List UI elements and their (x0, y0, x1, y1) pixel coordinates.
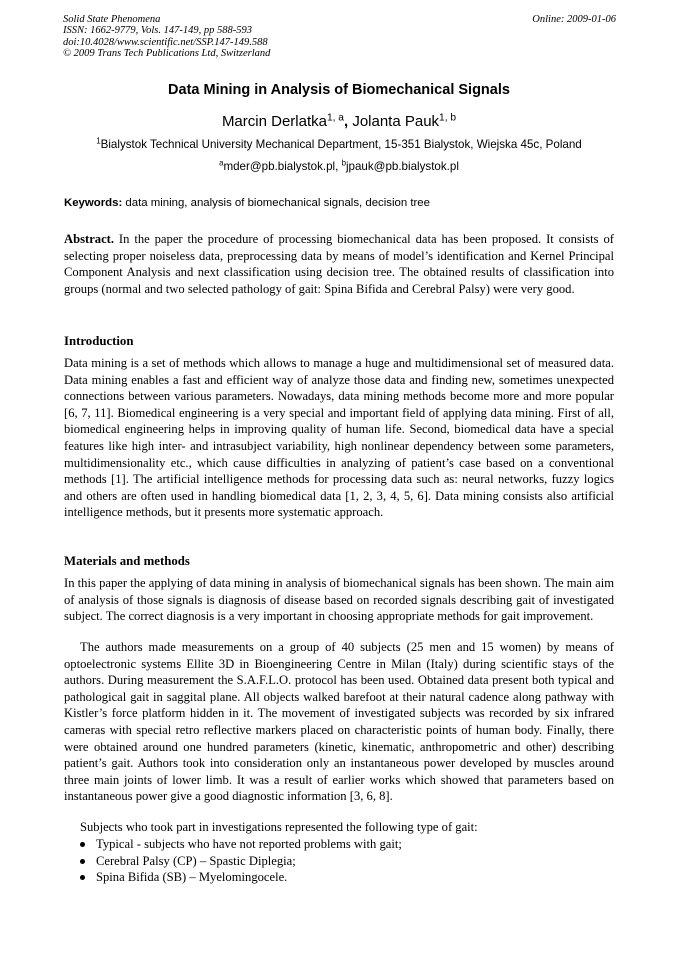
email-line (0, 160, 678, 173)
keywords (64, 197, 616, 209)
abstract-text: In the paper the procedure of processing biomechanical data has been proposed. It consists of selecting proper noiseless data, preprocessing data by means of model’s identification and Kernel Principal Component Analysis and next classification using decision tree. The obtained results of classification into groups (normal and two selected pathology of gait: Spina Bifida and Cerebral Palsy) were very good. (64, 232, 614, 296)
abstract-label: Abstract. (64, 232, 115, 246)
list-item (80, 853, 402, 870)
author-separator: , (343, 113, 353, 130)
materials-heading: Materials and methods (64, 554, 190, 568)
bullet-icon (80, 859, 85, 864)
issn-line: ISSN: 1662-9779, Vols. 147-149, pp 588-593 (63, 25, 252, 37)
email-a: mder@pb.bialystok.pl, (223, 160, 342, 173)
bullet-icon (80, 875, 85, 880)
journal-name: Solid State Phenomena (63, 14, 161, 25)
affiliation-sup: 1 (96, 136, 101, 146)
email-b-sup: b (341, 158, 346, 168)
affiliation (0, 138, 678, 151)
author-1: Marcin Derlatka (221, 113, 327, 130)
author-1-sup: 1, a (326, 112, 344, 124)
list-item (80, 836, 402, 853)
author-line (0, 113, 678, 130)
email-b: jpauk@pb.bialystok.pl (345, 160, 459, 173)
doi-line: doi:10.4028/www.scientific.net/SSP.147-149.588 (63, 36, 268, 48)
keywords-label: Keywords: (64, 197, 123, 209)
list-item (80, 869, 402, 886)
affiliation-text: Bialystok Technical University Mechanical Department, 15-351 Bialystok, Wiejska 45c, Poland (100, 138, 582, 151)
author-2-sup: 1, b (439, 112, 457, 124)
introduction-text: Data mining is a set of methods which allows to manage a huge and multidimensional set of measured data. Data mining enables a fast and efficient way of analyze those data and finding new, sometimes unexpected connections between various parameters. Nowadays, data mining methods become more and more popular [6, 7, 11]. Biomedical engineering is a very special and important field of applying data mining. First of all, biomedical engineering helps in improving quality of human life. Second, biomedical data have a special features like high inter- and intrasubject variability, high nonlinear dependency between some parameters, multidimensionality etc., which cause difficulties in analyzing of patient’s case based on a conventional methods [1]. The artificial intelligence methods for processing data such as: neural networks, fuzzy logics and others are often used in handling biomedical data [1, 2, 3, 4, 5, 6]. Data mining consists also artificial intelligence methods, but it presents more systematic approach. (64, 356, 614, 520)
paper-title: Data Mining in Analysis of Biomechanical Signals (168, 82, 510, 98)
copyright-line: © 2009 Trans Tech Publications Ltd, Switzerland (63, 48, 271, 60)
author-2: Jolanta Pauk (352, 113, 440, 130)
online-date: Online: 2009-01-06 (532, 14, 616, 25)
list-item-text: Typical - subjects who have not reported problems with gait; (96, 837, 402, 851)
materials-paragraph-2: The authors made measurements on a group of 40 subjects (25 men and 15 women) by means of optoelectronic systems Ellite 3D in Bioengineering Centre in Milan (Italy) during scientific stays of the authors. During measurement the S.A.F.L.O. protocol has been used. Obtained data present both typical and pathological gait in saggital plane. All objects walked barefoot at their natural cadence along pathway with Kistler’s force platform hidden in it. The movement of investigated subjects was recorded by six infrared cameras with special retro reflective markers placed on characteristic points of human body. Finally, there were obtained around one hundred parameters (kinetic, kinematic, anthropometric and other) describing patient’s gait. Authors took into consideration only an instantaneous power developed by muscles around three main joints of lower limb. It was a result of earlier works which showed that parameters based on instantaneous power give a good diagnostic information [3, 6, 8]. (64, 640, 614, 804)
materials-paragraph-1: In this paper the applying of data mining in analysis of biomechanical signals has been shown. The main aim of analysis of those signals is diagnosis of disease based on recorded signals describing gait of investigated subject. The correct diagnosis is a very important in choosing appropriate methods for gait improvement. (64, 576, 614, 624)
abstract (64, 231, 614, 297)
email-a-sup: a (219, 158, 224, 168)
keywords-text: data mining, analysis of biomechanical signals, decision tree (122, 197, 430, 209)
materials-paragraph-3: Subjects who took part in investigations represented the following type of gait: (80, 820, 478, 834)
journal-header (63, 14, 270, 60)
introduction-heading: Introduction (64, 334, 134, 348)
list-item-text: Spina Bifida (SB) – Myelomingocele. (96, 870, 288, 885)
bullet-icon (80, 842, 85, 847)
list-item-text: Cerebral Palsy (CP) – Spastic Diplegia; (96, 853, 296, 868)
gait-type-list (80, 836, 402, 886)
